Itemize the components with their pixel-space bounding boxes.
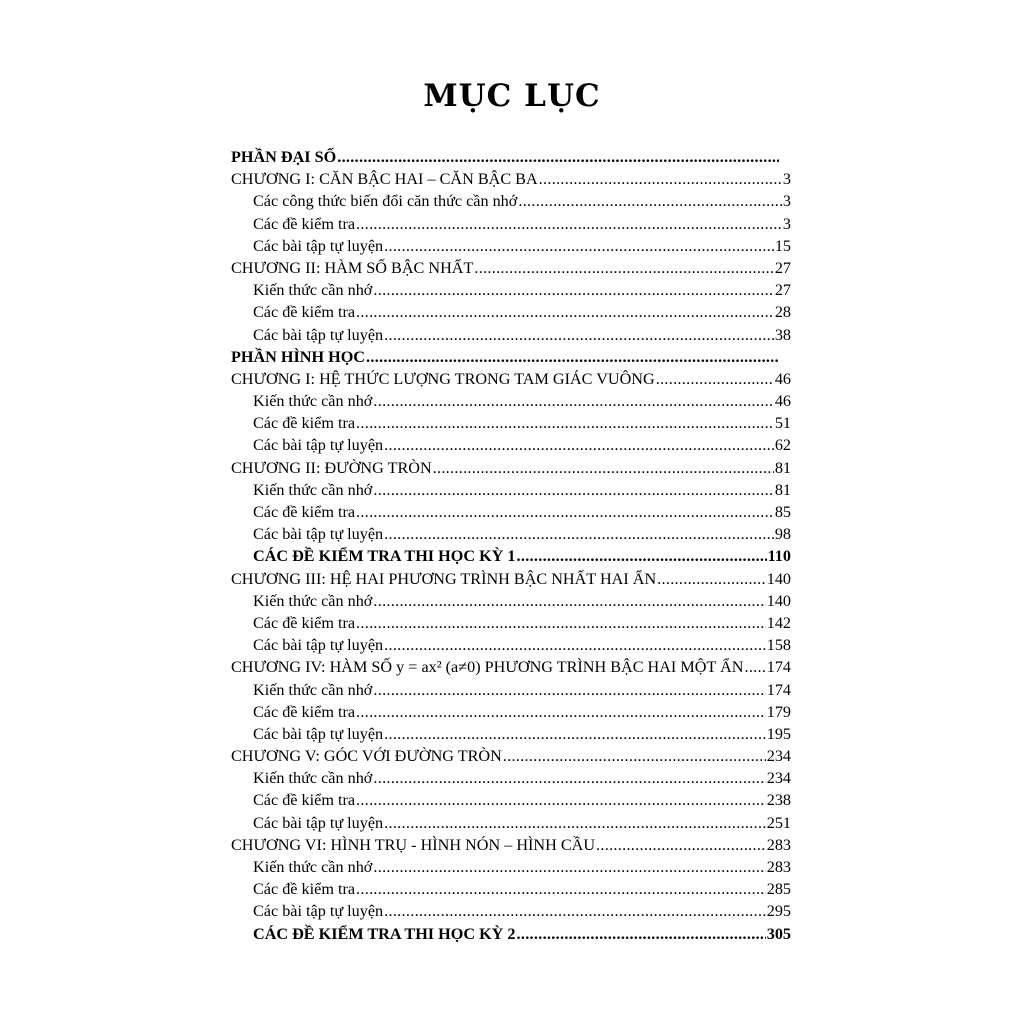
toc-entry-label: Kiến thức cần nhớ xyxy=(253,392,373,411)
toc-entry-label: Các đề kiểm tra xyxy=(253,791,356,810)
toc-entry xyxy=(231,479,791,501)
toc-entry-label: Kiến thức cần nhớ xyxy=(253,591,373,610)
toc-entry-label: CHƯƠNG I: CĂN BẬC HAI – CĂN BẬC BA xyxy=(231,170,538,189)
toc-dot-leader xyxy=(373,590,765,612)
toc-entry-label: Các đề kiểm tra xyxy=(253,613,356,632)
toc-entry-page-number: 251 xyxy=(766,813,791,832)
toc-dot-leader xyxy=(373,479,773,501)
toc-dot-leader xyxy=(744,656,765,678)
toc-entry-label: Kiến thức cần nhớ xyxy=(253,281,373,300)
toc-entry xyxy=(231,213,791,235)
toc-entry-page-number: 140 xyxy=(766,591,791,610)
toc-entry xyxy=(231,856,791,878)
toc-entry xyxy=(231,634,791,656)
toc-entry-label: Các bài tập tự luyện xyxy=(253,902,384,921)
toc-dot-leader xyxy=(518,190,782,212)
toc-dot-leader xyxy=(539,168,782,190)
toc-entry xyxy=(231,568,791,590)
toc-entry xyxy=(231,257,791,279)
toc-dot-leader xyxy=(517,923,766,945)
toc-entry-page-number: 85 xyxy=(774,503,791,521)
toc-entry-label: CHƯƠNG II: ĐƯỜNG TRÒN xyxy=(231,458,432,477)
toc-entry-page-number: 110 xyxy=(767,547,791,566)
toc-entry xyxy=(231,412,791,434)
toc-entry-page-number: 51 xyxy=(774,414,791,433)
toc-entry xyxy=(231,279,791,301)
toc-entry-page-number: 3 xyxy=(782,170,791,189)
toc-entry-page-number: 142 xyxy=(766,613,791,632)
toc-entry-page-number: 238 xyxy=(766,791,791,810)
toc-entry-label: PHẦN ĐẠI SỐ xyxy=(231,148,337,166)
toc-dot-leader xyxy=(384,812,766,834)
table-of-contents xyxy=(231,146,791,945)
toc-entry-label: Các đề kiểm tra xyxy=(253,503,356,521)
toc-entry-page-number: 140 xyxy=(766,569,791,588)
toc-dot-leader xyxy=(384,900,766,922)
toc-dot-leader xyxy=(356,501,774,523)
toc-dot-leader xyxy=(337,146,779,168)
toc-entry-page-number: 98 xyxy=(774,525,791,544)
toc-entry-page-number: 174 xyxy=(766,658,791,677)
toc-entry xyxy=(231,190,791,212)
toc-entry xyxy=(231,878,791,900)
toc-entry xyxy=(231,656,791,678)
toc-entry-label: Các bài tập tự luyện xyxy=(253,236,384,255)
page-title: MỤC LỤC xyxy=(423,78,601,114)
toc-entry xyxy=(231,679,791,701)
toc-entry-label: CHƯƠNG I: HỆ THỨC LƯỢNG TRONG TAM GIÁC VUÔNG xyxy=(231,369,655,388)
toc-entry xyxy=(231,767,791,789)
toc-dot-leader xyxy=(373,856,765,878)
toc-dot-leader xyxy=(356,301,774,323)
toc-entry xyxy=(231,501,791,523)
toc-entry xyxy=(231,390,791,412)
toc-entry-label: CHƯƠNG VI: HÌNH TRỤ - HÌNH NÓN – HÌNH CẦU xyxy=(231,835,596,854)
toc-entry xyxy=(231,612,791,634)
toc-entry-label: Các bài tập tự luyện xyxy=(253,636,384,655)
toc-entry xyxy=(231,701,791,723)
toc-dot-leader xyxy=(356,878,766,900)
toc-entry xyxy=(231,434,791,456)
toc-entry-page-number: 15 xyxy=(774,236,791,255)
toc-entry xyxy=(231,523,791,545)
toc-dot-leader xyxy=(474,257,773,279)
toc-entry-page-number: 179 xyxy=(766,702,791,721)
toc-entry xyxy=(231,346,791,368)
toc-dot-leader xyxy=(356,612,766,634)
toc-dot-leader xyxy=(384,634,766,656)
toc-dot-leader xyxy=(356,412,774,434)
toc-entry xyxy=(231,301,791,323)
toc-entry-page-number: 234 xyxy=(766,769,791,788)
toc-entry-label: Các đề kiểm tra xyxy=(253,702,356,721)
toc-dot-leader xyxy=(373,679,765,701)
toc-entry xyxy=(231,457,791,479)
toc-entry-label: Kiến thức cần nhớ xyxy=(253,480,373,499)
toc-entry-label: CHƯƠNG IV: HÀM SỐ y = ax² (a≠0) PHƯƠNG TRÌNH BẬC HAI MỘT ẨN xyxy=(231,658,744,677)
toc-entry-label: CHƯƠNG II: HÀM SỐ BẬC NHẤT xyxy=(231,258,474,277)
toc-entry-label: Các đề kiểm tra xyxy=(253,880,356,899)
toc-entry-page-number: 3 xyxy=(782,192,791,211)
toc-dot-leader xyxy=(373,767,765,789)
toc-dot-leader xyxy=(433,457,774,479)
toc-entry-page-number: 195 xyxy=(766,724,791,743)
toc-dot-leader xyxy=(366,346,779,368)
toc-entry xyxy=(231,900,791,922)
toc-entry-label: Các đề kiểm tra xyxy=(253,303,356,322)
toc-dot-leader xyxy=(384,324,774,346)
toc-entry-page-number: 46 xyxy=(774,369,791,388)
toc-entry-label: Các đề kiểm tra xyxy=(253,414,356,433)
toc-dot-leader xyxy=(596,834,766,856)
toc-entry-page-number: 3 xyxy=(782,214,791,233)
toc-dot-leader xyxy=(656,368,774,390)
toc-entry xyxy=(231,368,791,390)
toc-entry xyxy=(231,146,791,168)
toc-entry xyxy=(231,834,791,856)
toc-dot-leader xyxy=(356,213,782,235)
toc-entry-page-number: 305 xyxy=(766,924,791,943)
toc-entry-label: Các bài tập tự luyện xyxy=(253,813,384,832)
toc-entry-label: Các bài tập tự luyện xyxy=(253,436,384,455)
toc-entry-label: Các đề kiểm tra xyxy=(253,214,356,233)
toc-entry-label: Kiến thức cần nhớ xyxy=(253,858,373,876)
toc-dot-leader xyxy=(503,745,766,767)
toc-entry-page-number: 234 xyxy=(766,747,791,766)
toc-dot-leader xyxy=(384,434,774,456)
toc-dot-leader xyxy=(373,279,773,301)
toc-entry-page-number: 38 xyxy=(774,325,791,344)
toc-entry-label: CÁC ĐỀ KIỂM TRA THI HỌC KỲ 2 xyxy=(253,924,516,943)
toc-entry-page-number: 283 xyxy=(766,835,791,854)
toc-entry-label: Kiến thức cần nhớ xyxy=(253,680,373,699)
toc-dot-leader xyxy=(657,568,766,590)
toc-entry xyxy=(231,235,791,257)
toc-entry-page-number: 62 xyxy=(774,436,791,455)
toc-dot-leader xyxy=(384,235,774,257)
toc-entry xyxy=(231,923,791,945)
toc-entry xyxy=(231,545,791,567)
toc-entry xyxy=(231,168,791,190)
toc-dot-leader xyxy=(384,723,766,745)
toc-entry xyxy=(231,745,791,767)
toc-entry-page-number: 81 xyxy=(774,458,791,477)
toc-entry-page-number: 174 xyxy=(766,680,791,699)
toc-entry-page-number: 158 xyxy=(766,636,791,655)
toc-entry-page-number: 27 xyxy=(774,281,791,300)
toc-entry-page-number: 295 xyxy=(766,902,791,921)
toc-dot-leader xyxy=(384,523,774,545)
toc-dot-leader xyxy=(373,390,773,412)
toc-entry-page-number: 283 xyxy=(766,858,791,876)
toc-entry xyxy=(231,789,791,811)
toc-dot-leader xyxy=(517,545,767,567)
toc-entry xyxy=(231,590,791,612)
toc-entry-page-number: 285 xyxy=(766,880,791,899)
toc-entry-page-number: 27 xyxy=(774,258,791,277)
toc-entry-label: CHƯƠNG III: HỆ HAI PHƯƠNG TRÌNH BẬC NHẤT HAI ẨN xyxy=(231,569,657,588)
toc-entry-label: Các công thức biến đổi căn thức cần nhớ xyxy=(253,192,518,211)
toc-entry-label: Các bài tập tự luyện xyxy=(253,325,384,344)
toc-entry-label: CHƯƠNG V: GÓC VỚI ĐƯỜNG TRÒN xyxy=(231,747,502,766)
toc-dot-leader xyxy=(356,789,766,811)
toc-entry-page-number: 81 xyxy=(774,480,791,499)
toc-entry-label: PHẦN HÌNH HỌC xyxy=(231,347,365,366)
toc-dot-leader xyxy=(356,701,766,723)
toc-entry-page-number: 46 xyxy=(774,392,791,411)
toc-entry-page-number: 28 xyxy=(774,303,791,322)
toc-entry xyxy=(231,812,791,834)
toc-entry xyxy=(231,723,791,745)
toc-entry-label: Các bài tập tự luyện xyxy=(253,724,384,743)
toc-entry-label: Các bài tập tự luyện xyxy=(253,525,384,544)
toc-entry-label: CÁC ĐỀ KIỂM TRA THI HỌC KỲ 1 xyxy=(253,547,516,566)
toc-entry xyxy=(231,324,791,346)
toc-entry-label: Kiến thức cần nhớ xyxy=(253,769,373,788)
